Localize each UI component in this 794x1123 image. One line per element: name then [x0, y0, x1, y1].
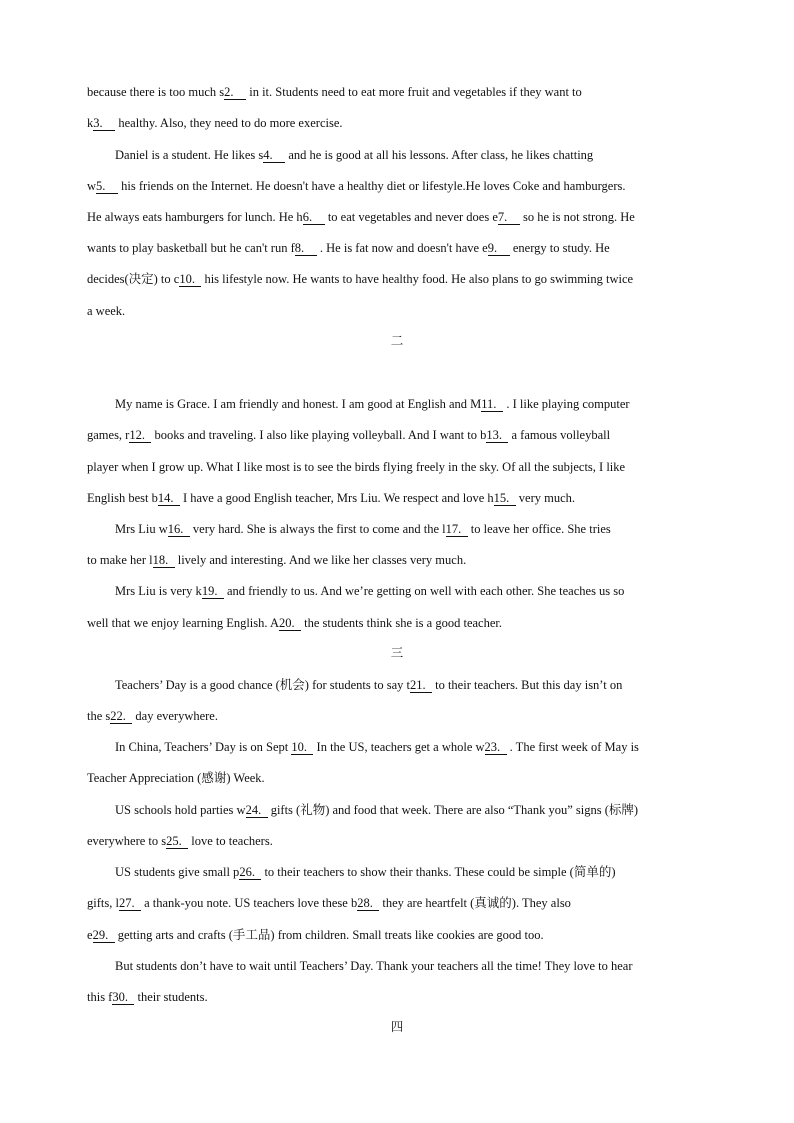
passage-1-line-7: decides(决定) to c10. his lifestyle now. He wants to have healthy food. He also plans to go swimming twice [87, 272, 634, 286]
passage-3-line-10: But students don’t have to wait until Teachers’ Day. Thank your teachers all the time! They love to hear [115, 959, 633, 973]
passage-3-line-9: e29. getting arts and crafts (手工品) from children. Small treats like cookies are good too. [87, 928, 544, 942]
blank-number: 2. [224, 85, 246, 100]
passage-2-line-7: Mrs Liu is very k19. and friendly to us. And we’re getting on well with each other. She teaches us so [115, 584, 625, 598]
blank-number: 8. [295, 241, 317, 256]
passage-3-line-8: gifts, l27. a thank-you note. US teachers love these b28. they are heartfelt (真诚的). They also [87, 896, 571, 910]
blank-number: 7. [498, 210, 520, 225]
passage-3-line-7: US students give small p26. to their teachers to show their thanks. These could be simple (简单的) [115, 865, 616, 879]
blank-number: 12. [129, 428, 151, 443]
passage-3-line-2: the s22. day everywhere. [87, 709, 218, 723]
blank-number: 11. [481, 397, 503, 412]
passage-3-line-11: this f30. their students. [87, 990, 208, 1004]
blank-number: 24. [246, 803, 268, 818]
blank-number: 21. [410, 678, 432, 693]
blank-number: 25. [166, 834, 188, 849]
passage-1-line-2: k3. healthy. Also, they need to do more exercise. [87, 116, 343, 130]
blank-number: 27. [119, 896, 141, 911]
blank-number: 4. [263, 148, 285, 163]
blank-number: 3. [93, 116, 115, 131]
blank-number: 29. [93, 928, 115, 943]
blank-number: 10. [179, 272, 201, 287]
passage-3-line-5: US schools hold parties w24. gifts (礼物) and food that week. There are also “Thank you” signs (标牌) [115, 803, 639, 817]
passage-2-line-6: to make her l18. lively and interesting. And we like her classes very much. [87, 553, 467, 567]
blank-number: 16. [168, 522, 190, 537]
blank-number: 14. [158, 491, 180, 506]
section-heading-4: 四 [390, 1020, 404, 1034]
passage-3-line-1: Teachers’ Day is a good chance (机会) for students to say t21. to their teachers. But this day isn’t on [115, 678, 623, 692]
blank-number: 28. [357, 896, 379, 911]
blank-number: 22. [110, 709, 132, 724]
passage-2-line-4: English best b14. I have a good English teacher, Mrs Liu. We respect and love h15. very much. [87, 491, 575, 505]
blank-number: 18. [153, 553, 175, 568]
passage-1-line-6: wants to play basketball but he can't run f8. . He is fat now and doesn't have e9. energy to study. He [87, 241, 610, 255]
blank-number: 17. [446, 522, 468, 537]
blank-number: 9. [488, 241, 510, 256]
blank-number: 30. [112, 990, 134, 1005]
passage-2-line-1: My name is Grace. I am friendly and honest. I am good at English and M11. . I like playing computer [115, 397, 630, 411]
blank-number: 6. [303, 210, 325, 225]
section-heading-3: 三 [390, 646, 404, 660]
passage-2-line-3: player when I grow up. What I like most is to see the birds flying freely in the sky. Of all the subjects, I like [87, 460, 626, 474]
passage-3-line-6: everywhere to s25. love to teachers. [87, 834, 273, 848]
passage-1-line-1: because there is too much s2. in it. Students need to eat more fruit and vegetables if they want to [87, 85, 582, 99]
passage-1-line-5: He always eats hamburgers for lunch. He h6. to eat vegetables and never does e7. so he is not strong. He [87, 210, 635, 224]
passage-2-line-2: games, r12. books and traveling. I also like playing volleyball. And I want to b13. a famous volleyball [87, 428, 611, 442]
blank-number: 10. [291, 740, 313, 755]
passage-1-line-4: w5. his friends on the Internet. He doesn't have a healthy diet or lifestyle.He loves Coke and hamburgers. [87, 179, 626, 193]
passage-2-line-5: Mrs Liu w16. very hard. She is always the first to come and the l17. to leave her office. She tries [115, 522, 611, 536]
blank-number: 5. [96, 179, 118, 194]
blank-number: 13. [486, 428, 508, 443]
passage-1-line-8: a week. [87, 304, 126, 318]
blank-number: 20. [279, 616, 301, 631]
passage-3-line-4: Teacher Appreciation (感谢) Week. [87, 771, 265, 785]
blank-number: 23. [485, 740, 507, 755]
passage-1-line-3: Daniel is a student. He likes s4. and he is good at all his lessons. After class, he likes chatting [115, 148, 594, 162]
blank-number: 26. [239, 865, 261, 880]
blank-number: 19. [202, 584, 224, 599]
passage-2-line-8: well that we enjoy learning English. A20. the students think she is a good teacher. [87, 616, 502, 630]
section-heading-2: 二 [390, 334, 404, 348]
passage-3-line-3: In China, Teachers’ Day is on Sept 10. In the US, teachers get a whole w23. . The first week of May is [115, 740, 639, 754]
blank-number: 15. [494, 491, 516, 506]
